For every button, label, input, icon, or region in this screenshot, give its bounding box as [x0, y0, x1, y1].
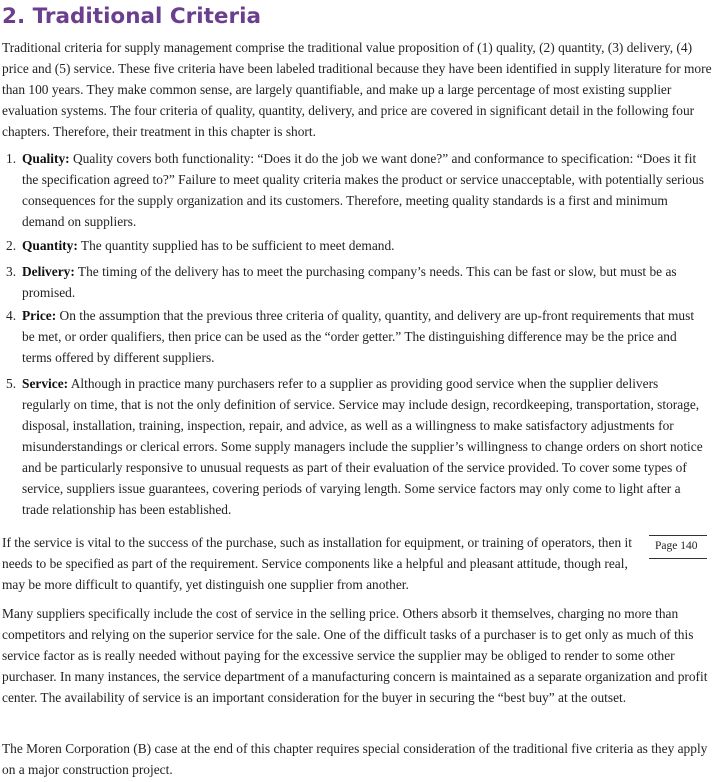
criteria-number: 2. — [6, 238, 17, 253]
page-marker — [649, 535, 707, 559]
criteria-number: 3. — [6, 264, 17, 279]
criteria-term: Delivery: — [22, 264, 75, 279]
section-title: 2. Traditional Criteria — [2, 4, 261, 29]
criteria-term: Price: — [22, 308, 57, 323]
moren-case-paragraph: The Moren Corporation (B) case at the end of this chapter requires special consideration of the traditional five criteria as they apply on a major construction project. — [2, 741, 708, 777]
service-cost-paragraph: Many suppliers specifically include the cost of service in the selling price. Others absorb it themselves, charging no more than competitors and relying on the superior service for the sale. One of the difficult tasks of a purchaser is to get only as much of this service factor as is really needed without paying for the excessive service the supplier may be obliged to render to some other purchaser. In many instances, the service department of a manufacturing concern is maintained as a separate organization and profit center. The availability of service is an important consideration for the buyer in securing the “best buy” at the outset. — [2, 606, 708, 705]
criteria-description: Quality covers both functionality: “Does it do the job we want done?” and conformance to specification: “Does it fit the specification agreed to?” Failure to meet quality criteria makes the product or service unacceptable, with potentially serious consequences for the supply organization and its customers. Therefore, meeting quality standards is a first and minimum demand on suppliers. — [22, 151, 704, 229]
criteria-term: Service: — [22, 376, 69, 391]
criteria-term: Quantity: — [22, 238, 78, 253]
criteria-description: The quantity supplied has to be sufficient to meet demand. — [77, 238, 395, 253]
criteria-description: The timing of the delivery has to meet the purchasing company’s needs. This can be fast or slow, but must be as promised. — [22, 264, 677, 300]
criteria-number: 4. — [6, 308, 17, 323]
criteria-text — [22, 261, 705, 303]
intro-paragraph: Traditional criteria for supply management comprise the traditional value proposition of (1) quality, (2) quantity, (3) delivery, (4) price and (5) service. These five criteria have been labeled traditional because they have been identified in supply literature for more than 100 years. They make common sense, are largely quantifiable, and make up a large percentage of most existing supplier evaluation systems. The four criteria of quality, quantity, delivery, and price are covered in significant detail in the following four chapters. Therefore, their treatment in this chapter is short. — [2, 40, 712, 139]
criteria-description: Although in practice many purchasers refer to a supplier as providing good service when the supplier delivers regularly on time, that is not the only definition of service. Service may include design, recordkeeping, transportation, storage, disposal, installation, training, inspection, repair, and advice, as well as a willingness to make satisfactory adjustments for misunderstandings or clerical errors. Some supply managers include the supplier’s willingness to change orders on short notice and be particularly responsive to unusual requests as part of their evaluation of the service provided. To cover some types of service, suppliers issue guarantees, covering periods of varying length. Some service factors may only come to light after a trade relationship has been established. — [22, 376, 703, 517]
criteria-text — [22, 305, 705, 368]
criteria-description: On the assumption that the previous three criteria of quality, quantity, and delivery are up-front requirements that must be met, or order qualifiers, then price can be used as the “order getter.” The distinguishing difference may be the price and terms offered by different suppliers. — [22, 308, 695, 365]
service-vital-paragraph: If the service is vital to the success of the purchase, such as installation for equipment, or training of operators, then it needs to be specified as part of the requirement. Service components like a helpful and pleasant attitude, though real, may be more difficult to quantify, yet distinguish one supplier from another. — [2, 535, 632, 592]
criteria-number: 5. — [6, 376, 17, 391]
criteria-text — [22, 373, 705, 520]
criteria-text — [22, 235, 705, 256]
criteria-term: Quality: — [22, 151, 70, 166]
criteria-text — [22, 148, 705, 232]
page-number-label: Page 140 — [655, 540, 698, 552]
criteria-number: 1. — [6, 151, 17, 166]
